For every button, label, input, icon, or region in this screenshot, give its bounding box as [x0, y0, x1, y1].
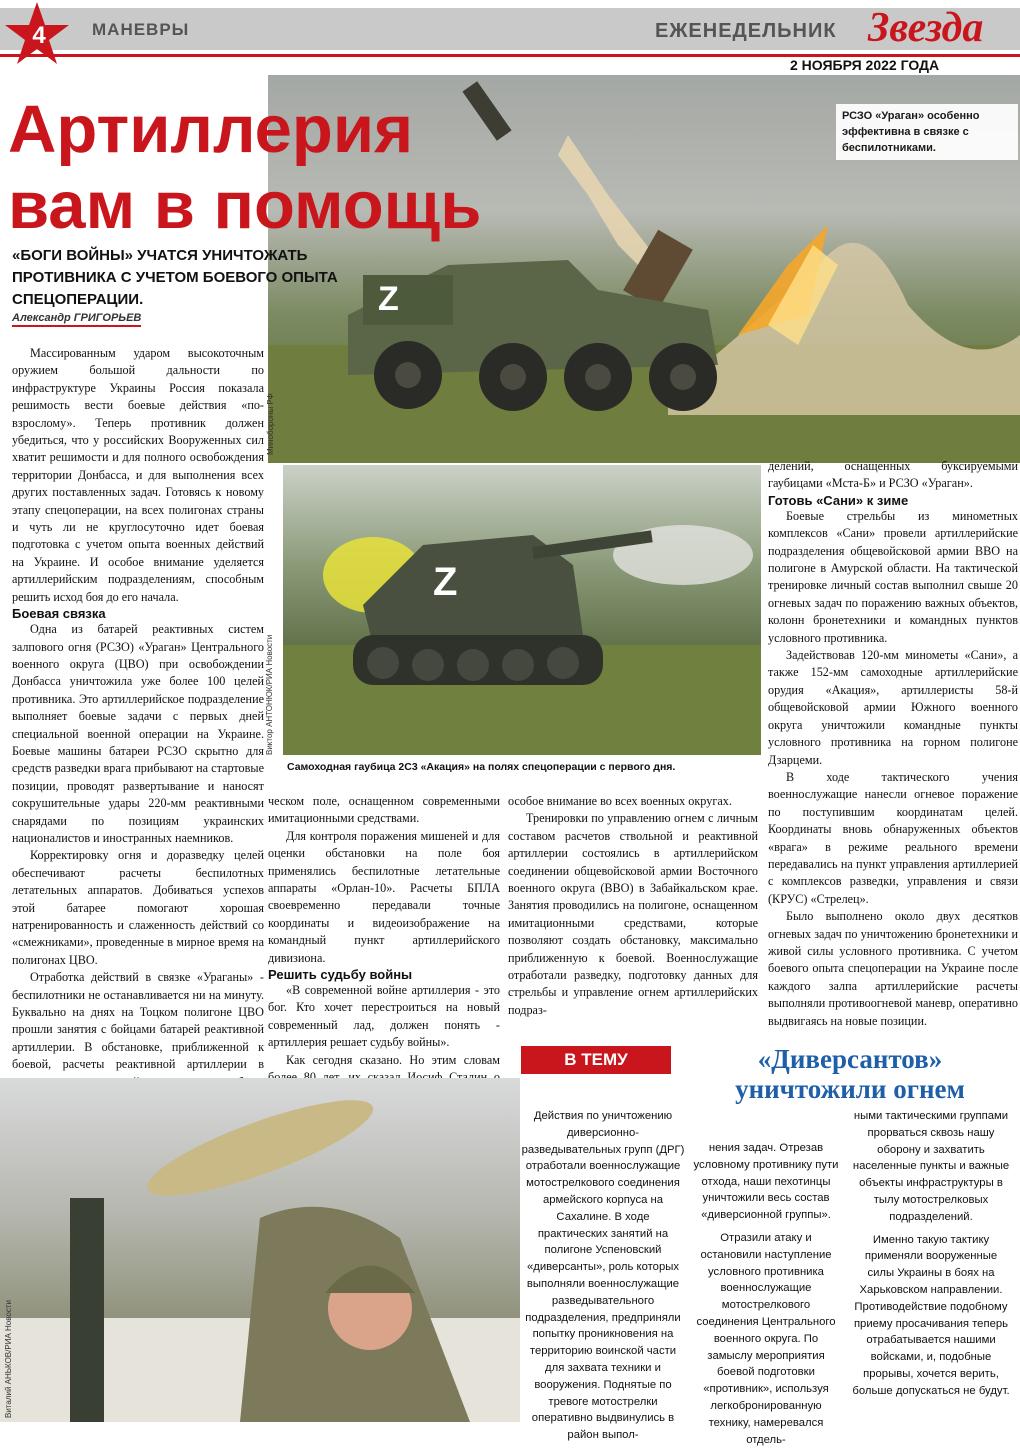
section-title: МАНЕВРЫ	[92, 20, 190, 39]
article-headline	[8, 92, 528, 244]
paragraph: Было выполнено около двух десятков огневых задач по уничтожению бронетехники и живой силы условного противника. С учетом боевого опыта спецоперации на Украине после каждого залпа артиллерийские расчеты выполняли противоогневой маневр, оперативно выдвигаясь на новые позиции.	[768, 909, 1018, 1028]
paragraph: Как сегодня сказано. Но этим словам	[286, 1052, 500, 1067]
paragraph: Тренировки по управлению огнем с личным составом расчетов ствольной и реактивной артиллерии состоялись в артиллерийском соединении общевойсковой армии Восточного военного округа (ВВО) в Забайкальском крае. Занятия проводились на полигоне, оснащенном имитационными средствами, которые позволяют создать обстановку, максимально приближенную к боевой. Военнослужащие отработали разведку, подготовку данных для стрельбы и управление огнем артиллерийских подраз-	[508, 811, 758, 1017]
paragraph: Боевые стрельбы из минометных комплексов «Сани» провели артиллерийские подразделения общевойсковой армии ВВО на полигоне в Амурской области. На тактической тренировке личный состав выполнил свыше 20 огневых задач по поражению важных объектов, колонн бронетехники и командных пунктов условного противника.	[768, 508, 1018, 645]
paragraph: «В современной войне артиллерия - это бог. Кто хочет перестроиться на новый современный лад, должен понять - артиллерия решает судьбу войны».	[268, 983, 500, 1050]
subheading: Решить судьбу войны	[268, 967, 413, 983]
paragraph: Корректировку огня и доразведку целей обеспечивают расчеты беспилотных летательных аппаратов. Добиваться успехов этой батарее помогают хорошая натренированность и слаженность действий со «смежниками», проведенные в мирное время на полигонах ЦВО.	[12, 848, 264, 967]
publication-label: ЕЖЕНЕДЕЛЬНИК	[655, 20, 837, 42]
headline-line-2: вам в помощь	[8, 168, 482, 243]
paragraph: В ходе тактического учения военнослужащие нанесли огневое поражение по поступившим координатам целей. Координаты вновь обнаруженных объектов «врага» в режиме реального времени передавались на пункт управления артиллерией с комплексов разведки, управления и связи (КРУС) «Стрелец».	[768, 769, 1018, 906]
paragraph: делений, оснащенных буксируемыми гаубицами «Мста-Б» и РСЗО «Ураган».	[768, 459, 1018, 491]
paragraph: Отразили атаку и остановили наступление условного противника военнослужащие мотострелкового соединения Центрального военного округа. По замыслу мероприятия боевой подготовки «противник», используя легкобронированную технику, намеревался отдель-	[696, 1231, 836, 1446]
paragraph: Именно такую тактику применяли вооруженные силы Украины в боях на Харьковском направлении. Противодействие подобному приему просачивания теперь отрабатывается нашими войсками, и, подобные прорывы, хочется верить, больше допускаться не будут.	[852, 1233, 1010, 1397]
photo-caption: Самоходная гаубица 2С3 «Акация» на полях спецоперации с первого дня.	[287, 761, 676, 773]
akatsiya-howitzer-photo	[265, 465, 761, 755]
masthead	[0, 0, 1020, 75]
paragraph: нения задач. Отрезав условному противнику пути отхода, наши пехотинцы уничтожили весь состав «диверсионной группы».	[693, 1142, 839, 1222]
photo-caption: РСЗО «Ураган» особенно эффективна в связке с беспилотниками.	[836, 104, 1018, 160]
page-number: 4	[32, 22, 46, 49]
article-column-4	[768, 458, 1018, 1030]
paragraph: Действия по уничтожению диверсионно-разведывательных групп (ДРГ) отработали военнослужащие мотострелкового соединения армейского корпуса на Сахалине. В ходе практических занятий на полигоне Успеновский «диверсанты», роль которых выполняли военнослужащие разведывательного подразделения, предприняли попытку проникновения на территорию воинской части для захвата техники и вооружения. Поднятые по тревоге мотострелки оперативно выдвинулись в район выпол-	[521, 1110, 685, 1442]
article-column-3	[508, 793, 758, 1019]
paragraph: Для контроля поражения мишеней и для оценки обстановки на поле боя применялись беспилотные летательные аппараты «Орлан-10». Расчеты БПЛА своевременно передавали точные координаты и видеоизображение на командный пункт артиллерийского дивизиона.	[268, 828, 500, 965]
paragraph: особое внимание во всех военных округах.	[508, 794, 732, 808]
svg-text:Z: Z	[378, 280, 399, 318]
mortar-illustration	[0, 1078, 520, 1422]
paragraph: ными тактическими группами прорваться сквозь нашу оборону и захватить населенные пункты и важные объекты инфраструктуры в тылу мотострелковых подразделений.	[852, 1110, 1010, 1223]
paragraph: Одна из батарей реактивных систем залпового огня (РСЗО) «Ураган» Центрального военного округа (ЦВО) при освобождении Донбасса уничтожила уже более 100 целей противника. Это артиллерийское подразделение выполняет боевые задачи с первых дней специальной военной операции на Украине. Боевые машины батареи РСЗО скрытно для средств разведки врага прибывают на стартовые позиции, проводят развертывание и наносят сокрушительные удары 220-мм реактивными снарядами по позициям украинских националистов и иностранных наемников.	[12, 622, 264, 845]
sidebar-column-2	[690, 1140, 842, 1448]
issue-date: 2 НОЯБРЯ 2022 ГОДА	[790, 57, 940, 73]
paragraph: Задействовав 120-мм минометы «Сани», а также 152-мм самоходные артиллерийские орудия «Акация», артиллеристы 58-й общевойсковой армии Южного военного округа уничтожили командные пункты условного противника на горном полигоне Дзарцеми.	[768, 648, 1018, 767]
article-column-1	[12, 345, 264, 1108]
subheading: Боевая связка	[12, 606, 106, 622]
article-author: Александр ГРИГОРЬЕВ	[12, 312, 141, 327]
headline-line-1: Артиллерия	[8, 92, 414, 167]
howitzer-illustration	[283, 465, 761, 755]
newspaper-logo: Звезда	[868, 5, 984, 51]
photo-credit: Виталий АНЬКОВ/РИА Новости	[4, 1300, 13, 1418]
paragraph: ческом поле, оснащенном современными имитационными средствами.	[268, 794, 500, 826]
svg-text:Z: Z	[433, 560, 458, 604]
subheading: Готовь «Сани» к зиме	[768, 492, 909, 508]
sidebar-column-3	[850, 1108, 1012, 1400]
article-lead: «БОГИ ВОЙНЫ» УЧАТСЯ УНИЧТОЖАТЬ ПРОТИВНИКА С УЧЕТОМ БОЕВОГО ОПЫТА СПЕЦОПЕРАЦИИ.	[12, 247, 338, 308]
sidebar-tag: В ТЕМУ	[521, 1046, 671, 1074]
photo-credit: Виктор АНТОНЮК/РИА Новости	[265, 634, 274, 755]
paragraph: Отработка действий в связке «Ураганы» - беспилотники не останавливается ни на минуту. Буквально на днях на Тоцком полигоне ЦВО прошли занятия с бойцами батарей реактивной артиллерии. В обстановке, приближенной к боевой, расчеты реактивной артиллерии в	[12, 970, 264, 1072]
mortar-soldier-photo	[0, 1078, 520, 1422]
sidebar-column-1	[521, 1108, 685, 1444]
photo-credit: Минобороны РФ	[266, 393, 275, 455]
sidebar-title: «Диверсантов» уничтожили огнем	[735, 1044, 965, 1104]
paragraph: Массированным ударом высокоточным оружием большой дальности по инфраструктуре Украины Россия показала решимость вести боевые действия «по-взрослому». Теперь противник должен убедиться, что у российских Вооруженных сил хватит решимости и для полного освобождения территории Донбасса, и для выполнения всех других поставленных задач. Готовясь к новому этапу спецоперации, на всех полигонах страны и чуть ли не круглосуточно идет боевая подготовка с учетом опыта военных действий на Украине. И особое внимание уделяется артиллерийским подразделениям, способным решить исход боя до его начала.	[12, 346, 264, 604]
